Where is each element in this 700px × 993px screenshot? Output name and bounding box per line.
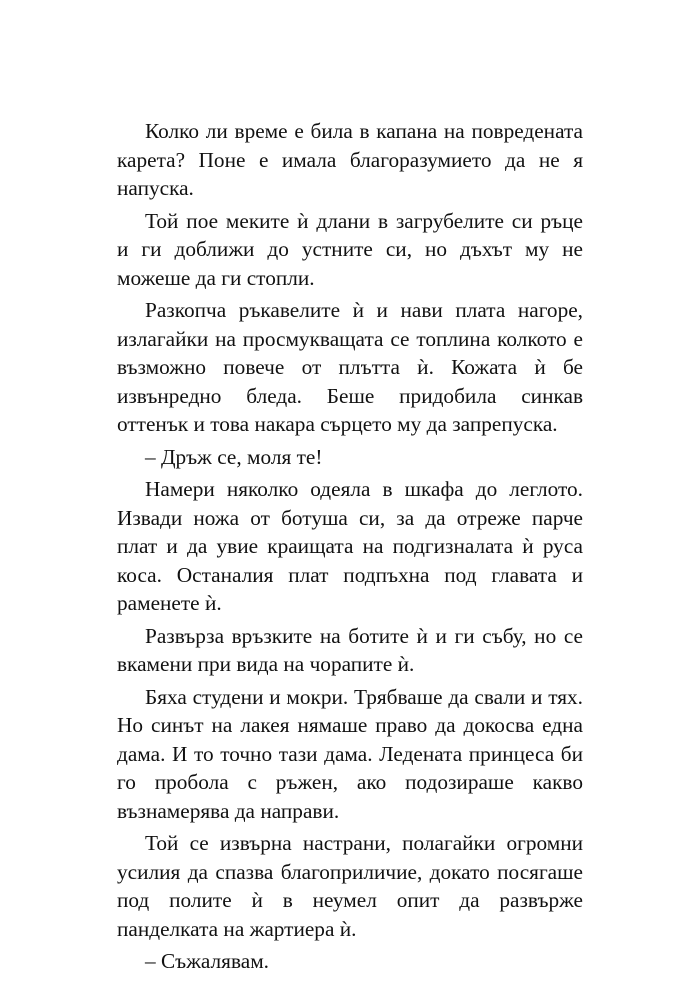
- text-line: Развърза връзките на ботите ѝ и ги събу, но се: [145, 623, 583, 648]
- paragraph: [117, 622, 583, 679]
- text-line: раменете ѝ.: [117, 591, 222, 615]
- text-line: Намери няколко одеяла в шкафа до леглото.: [145, 477, 583, 501]
- text-line: – Съжалявам.: [145, 949, 269, 973]
- paragraph: [117, 947, 583, 976]
- text-line: Извади ножа от ботуша си, за да отреже парче: [117, 505, 583, 530]
- text-line: усилия да спазва благоприличие, докато посягаше: [117, 859, 583, 884]
- text-line: – Дръж се, моля те!: [145, 444, 323, 469]
- text-line: вкамени при вида на чорапите ѝ.: [117, 652, 415, 676]
- text-line: карета? Поне е имала благоразумието да не я: [117, 147, 583, 172]
- text-line: Но синът на лакея нямаше право да докосва една: [117, 713, 583, 737]
- paragraph: [117, 475, 583, 618]
- text-line: под полите ѝ в неумел опит да развърже: [117, 888, 583, 912]
- text-line: панделката на жартиера ѝ.: [117, 916, 357, 941]
- text-line: го пробола с ръжен, ако подозираше какво: [117, 770, 583, 794]
- text-line: напуска.: [117, 176, 194, 200]
- paragraph: [117, 683, 583, 826]
- text-line: Колко ли време е била в капана на повредената: [145, 119, 583, 143]
- text-line: излагайки на просмукващата се топлина колкото е: [117, 326, 583, 351]
- text-line: коса. Останалия плат подпъхна под главата и: [117, 562, 583, 587]
- text-line: възможно повече от плътта ѝ. Кожата ѝ бе: [117, 355, 583, 379]
- paragraph: [117, 829, 583, 943]
- text-line: и ги доближи до устните си, но дъхът му не: [117, 237, 583, 261]
- text-line: извънредно бледа. Беше придобила синкав: [117, 383, 583, 408]
- paragraph: [117, 207, 583, 293]
- text-line: Бяха студени и мокри. Трябваше да свали и тях.: [145, 684, 583, 709]
- paragraph: [117, 443, 583, 472]
- body-text: [117, 117, 583, 976]
- text-line: възнамерява да направи.: [117, 798, 340, 823]
- text-line: дама. И то точно тази дама. Ледената принцеса би: [117, 741, 583, 766]
- text-line: плат и да увие краищата на подгизналата ѝ руса: [117, 534, 583, 558]
- text-line: Разкопча ръкавелите ѝ и нави плата нагоре,: [145, 298, 583, 322]
- text-line: оттенък и това накара сърцето му да запрепуска.: [117, 412, 558, 436]
- text-line: Той пое меките ѝ длани в загрубелите си ръце: [145, 208, 583, 233]
- text-line: можеше да ги стопли.: [117, 265, 315, 290]
- paragraph: [117, 296, 583, 439]
- paragraph: [117, 117, 583, 203]
- text-line: Той се извърна настрани, полагайки огромни: [145, 831, 583, 855]
